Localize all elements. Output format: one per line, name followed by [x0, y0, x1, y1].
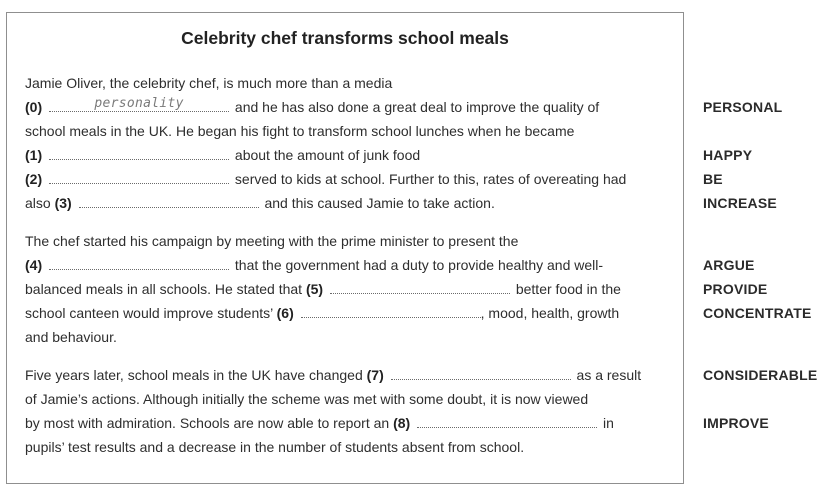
line-text: by most with admiration. Schools are now able to report an [25, 415, 390, 431]
gap-field-7[interactable] [391, 366, 571, 380]
keyword-6: CONCENTRATE [703, 305, 812, 321]
gap-field-8[interactable] [417, 414, 597, 428]
line-text: as a result [576, 367, 642, 383]
gap-field-0[interactable] [49, 98, 229, 112]
text-line [25, 387, 588, 411]
gap-number: (8) [393, 415, 411, 431]
line-text: in [602, 415, 614, 431]
line-text: balanced meals in all schools. He stated that [25, 281, 303, 297]
line-text: better food in the [515, 281, 621, 297]
text-line-gap-7 [25, 363, 641, 387]
text-line-gap-1 [25, 143, 420, 167]
gap-number: (3) [54, 195, 72, 211]
keyword-8: IMPROVE [703, 415, 769, 431]
text-line [25, 119, 574, 143]
text-line-gap-4 [25, 253, 603, 277]
line-text: also [25, 195, 51, 211]
text-line-gap-2 [25, 167, 626, 191]
text-line [25, 325, 117, 349]
line-text: and he has also done a great deal to improve the quality of [234, 99, 600, 115]
text-line-gap-0 [25, 95, 599, 119]
line-text: Five years later, school meals in the UK have changed [25, 367, 363, 383]
gap-field-5[interactable] [330, 280, 510, 294]
keyword-5: PROVIDE [703, 281, 768, 297]
keyword-7: CONSIDERABLE [703, 367, 818, 383]
text-line-gap-6 [25, 301, 619, 325]
gap-field-3[interactable] [79, 194, 259, 208]
gap-field-1[interactable] [49, 146, 229, 160]
line-text: Jamie Oliver, the celebrity chef, is much more than a media [25, 75, 393, 91]
example-answer: personality [94, 96, 184, 111]
line-text: The chef started his campaign by meeting with the prime minister to present the [25, 233, 519, 249]
line-text: pupils’ test results and a decrease in the number of students absent from school. [25, 439, 525, 455]
gap-number: (4) [25, 257, 43, 273]
text-line [25, 229, 518, 253]
gap-number: (7) [366, 367, 384, 383]
gap-field-6[interactable] [301, 304, 481, 318]
text-line-gap-5 [25, 277, 621, 301]
text-line [25, 71, 392, 95]
text-line-gap-3 [25, 191, 495, 215]
keyword-2: BE [703, 171, 723, 187]
line-text: of Jamie’s actions. Although initially the scheme was met with some doubt, it is now viewed [25, 391, 589, 407]
keyword-3: INCREASE [703, 195, 777, 211]
line-text: , mood, health, growth [480, 305, 620, 321]
gap-field-4[interactable] [49, 256, 229, 270]
text-line-gap-8 [25, 411, 614, 435]
gap-field-2[interactable] [49, 170, 229, 184]
line-text: that the government had a duty to provide healthy and well- [234, 257, 604, 273]
gap-number: (0) [25, 99, 43, 115]
keyword-4: ARGUE [703, 257, 755, 273]
gap-number: (5) [305, 281, 324, 297]
text-line [25, 435, 524, 459]
gap-number: (2) [25, 171, 43, 187]
line-text: school meals in the UK. He began his fight to transform school lunches when he became [25, 123, 575, 139]
line-text: served to kids at school. Further to this, rates of overeating had [234, 171, 627, 187]
line-text: and this caused Jamie to take action. [264, 195, 495, 211]
line-text: school canteen would improve students’ [25, 305, 273, 321]
line-text: about the amount of junk food [234, 147, 421, 163]
keyword-0: PERSONAL [703, 99, 783, 115]
gap-number: (6) [276, 305, 294, 321]
gap-number: (1) [25, 147, 43, 163]
line-text: and behaviour. [25, 329, 117, 345]
keyword-1: HAPPY [703, 147, 753, 163]
page-title: Celebrity chef transforms school meals [181, 28, 509, 48]
